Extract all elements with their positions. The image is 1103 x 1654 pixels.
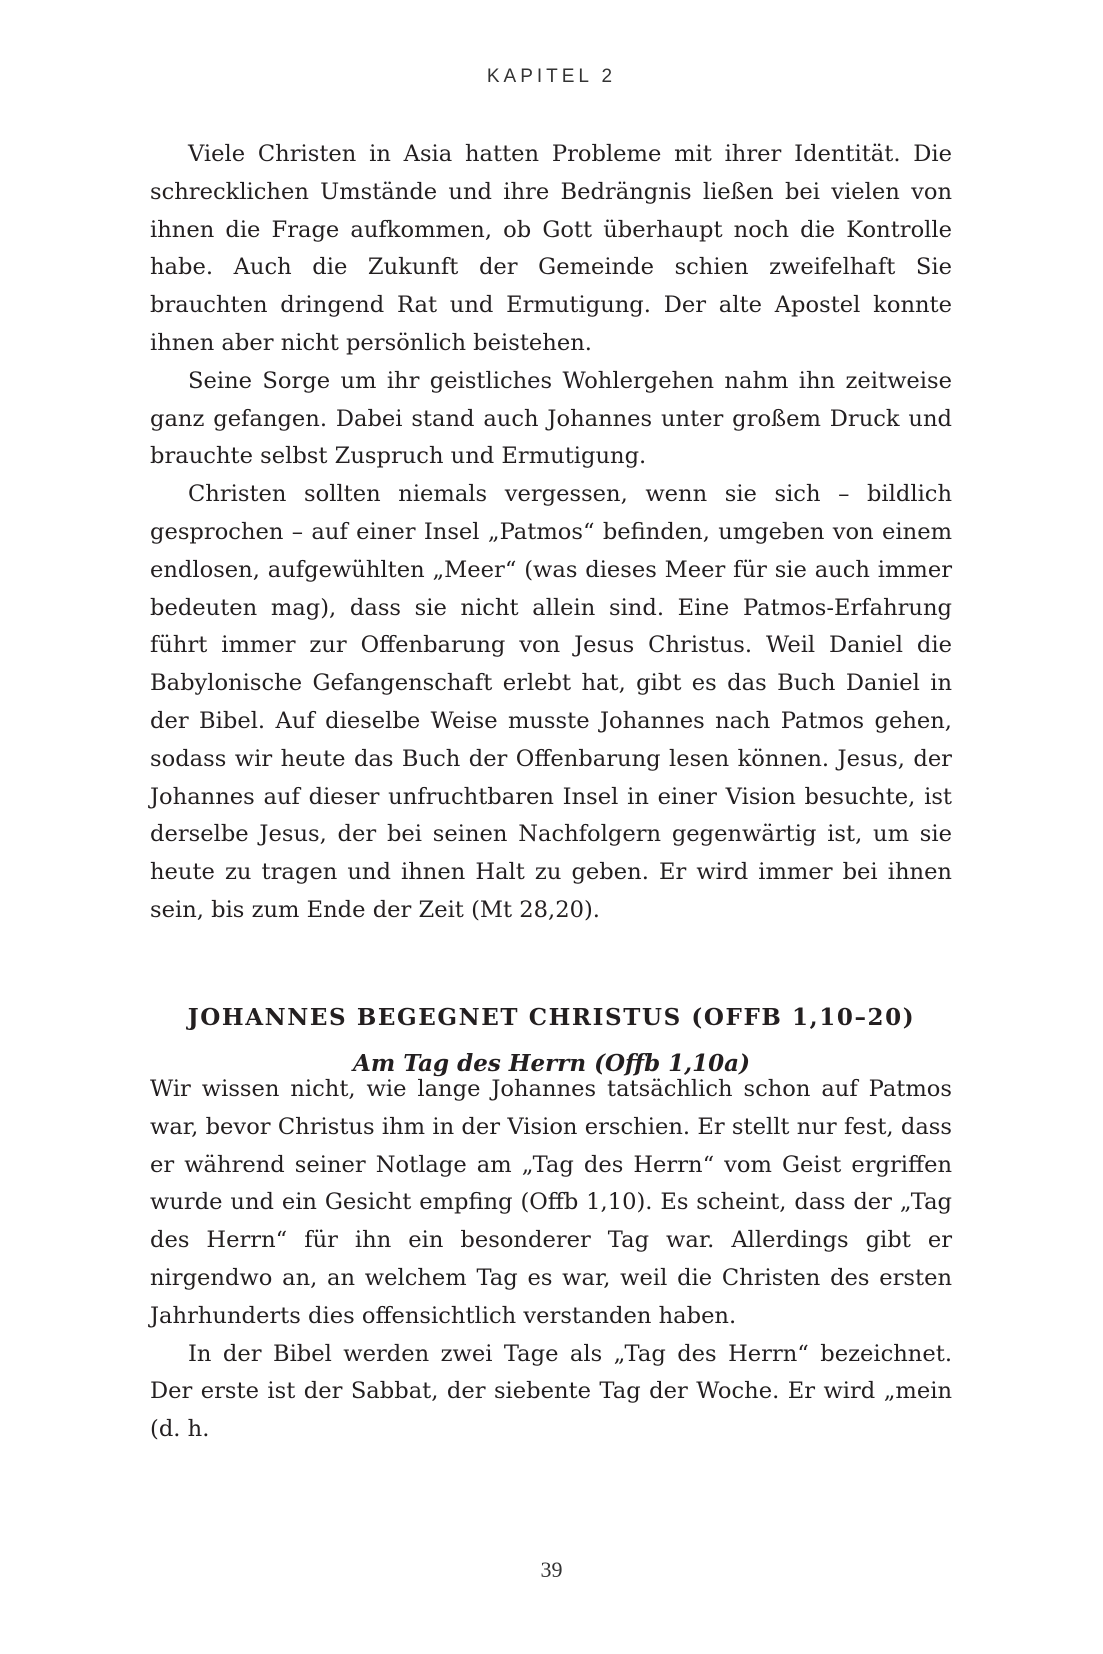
subsection-heading: Am Tag des Herrn (Offb 1,10a) [353, 1050, 750, 1077]
paragraph: In der Bibel werden zwei Tage als „Tag des Herrn“ bezeichnet. Der erste ist der Sabbat, der siebente Tag der Woche. Er wird „mein (d. h. [150, 1340, 952, 1443]
paragraph: Seine Sorge um ihr geistliches Wohlergehen nahm ihn zeitweise ganz gefangen. Dabei stand auch Johannes unter großem Druck und brauchte selbst Zuspruch und Ermutigung. [150, 367, 952, 470]
body-text-bottom [150, 1071, 952, 1449]
body-text-top [150, 136, 952, 930]
section-heading: JOHANNES BEGEGNET CHRISTUS (OFFB 1,10–20) [187, 1004, 916, 1031]
running-head: KAPITEL 2 [486, 66, 617, 87]
page-number: 39 [540, 1557, 563, 1582]
paragraph: Viele Christen in Asia hatten Probleme mit ihrer Identität. Die schrecklichen Umstände und ihre Bedrängnis ließen bei vielen von ihnen die Frage aufkommen, ob Gott überhaupt noch die Kontrolle habe. Auch die Zukunft der Gemeinde schien zweifelhaft Sie brauchten dringend Rat und Ermutigung. Der alte Apostel konnte ihnen aber nicht persönlich beistehen. [150, 141, 952, 356]
paragraph: Christen sollten niemals vergessen, wenn sie sich – bildlich gesprochen – auf einer Insel „Patmos“ befinden, umgeben von einem endlosen, aufgewühlten „Meer“ (was dieses Meer für sie auch immer bedeuten mag), dass sie nicht allein sind. Eine Patmos-Erfahrung führt immer zur Offenbarung von Jesus Christus. Weil Daniel die Babylonische Gefangenschaft erlebt hat, gibt es das Buch Daniel in der Bibel. Auf dieselbe Weise musste Johannes nach Patmos gehen, sodass wir heute das Buch der Offenbarung lesen können. Jesus, der Johannes auf dieser unfruchtbaren Insel in einer Vision besuchte, ist derselbe Jesus, der bei seinen Nachfolgern gegenwärtig ist, um sie heute zu tragen und ihnen Halt zu geben. Er wird immer bei ihnen sein, bis zum Ende der Zeit (Mt 28,20). [150, 481, 952, 923]
paragraph: Wir wissen nicht, wie lange Johannes tatsächlich schon auf Patmos war, bevor Christus ihm in der Vision erschien. Er stellt nur fest, dass er während seiner Notlage am „Tag des Herrn“ vom Geist ergriffen wurde und ein Gesicht empfing (Offb 1,10). Es scheint, dass der „Tag des Herrn“ für ihn ein besonderer Tag war. Allerdings gibt er nirgendwo an, an welchem Tag es war, weil die Christen des ersten Jahrhunderts dies offensichtlich verstanden haben. [150, 1076, 952, 1329]
